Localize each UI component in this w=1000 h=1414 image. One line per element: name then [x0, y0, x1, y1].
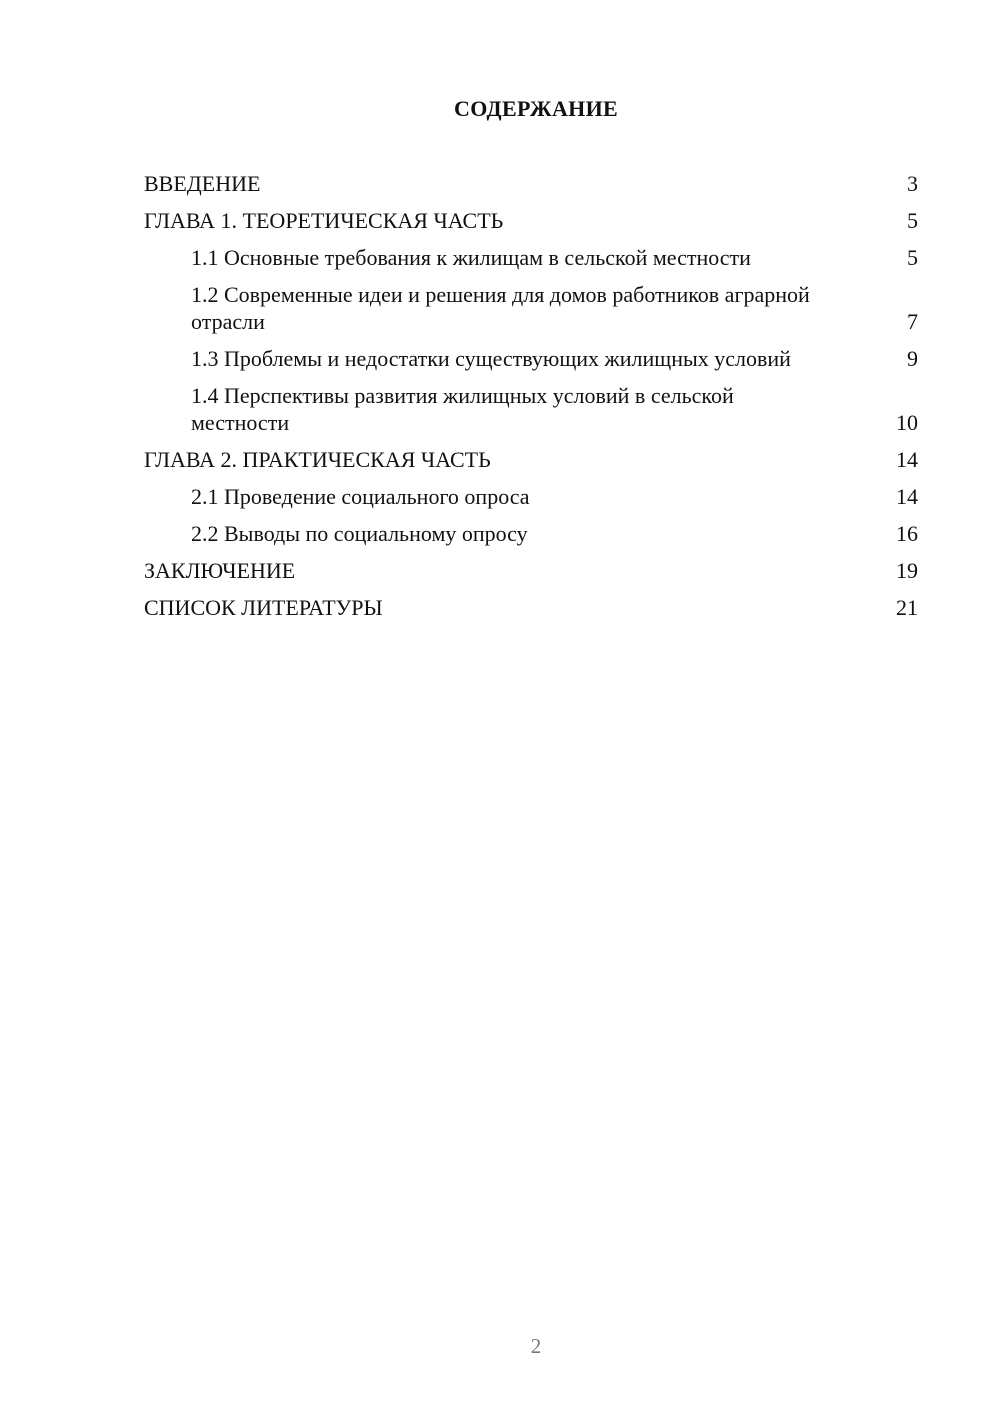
toc-entry-label: ГЛАВА 2. ПРАКТИЧЕСКАЯ ЧАСТЬ — [144, 447, 491, 472]
toc-entry-label: 1.3 Проблемы и недостатки существующих жилищных условий — [191, 346, 791, 371]
table-of-contents — [144, 170, 918, 631]
toc-entry-references[interactable] — [144, 594, 918, 621]
toc-entry-chapter-2[interactable] — [144, 446, 918, 473]
toc-entry-label: 2.2 Выводы по социальному опросу — [191, 521, 528, 546]
toc-entry-section-1-4[interactable] — [144, 382, 918, 436]
toc-entry-page: 5 — [907, 208, 918, 233]
page-number: 2 — [530, 1334, 542, 1358]
toc-title: СОДЕРЖАНИЕ — [454, 96, 618, 121]
toc-entry-label: ЗАКЛЮЧЕНИЕ — [144, 558, 296, 583]
toc-entry-page: 3 — [907, 171, 918, 196]
toc-entry-label: ВВЕДЕНИЕ — [144, 171, 261, 196]
toc-entry-label: СПИСОК ЛИТЕРАТУРЫ — [144, 595, 383, 620]
toc-entry-page: 14 — [896, 484, 918, 509]
toc-entry-section-1-2[interactable] — [144, 281, 918, 335]
toc-entry-chapter-1[interactable] — [144, 207, 918, 234]
toc-entry-page: 9 — [907, 346, 918, 371]
toc-entry-conclusion[interactable] — [144, 557, 918, 584]
toc-entry-page: 7 — [907, 309, 918, 334]
toc-entry-label: 1.2 Современные идеи и решения для домов работников аграрной отрасли — [191, 282, 810, 334]
toc-entry-page: 14 — [896, 447, 918, 472]
toc-entry-introduction[interactable] — [144, 170, 918, 197]
toc-entry-label: 1.1 Основные требования к жилищам в сельской местности — [191, 245, 751, 270]
toc-entry-section-1-3[interactable] — [144, 345, 918, 372]
toc-entry-page: 19 — [896, 558, 918, 583]
toc-entry-page: 21 — [896, 595, 918, 620]
toc-entry-section-1-1[interactable] — [144, 244, 918, 271]
toc-entry-label: 1.4 Перспективы развития жилищных условий в сельской местности — [191, 383, 734, 435]
toc-entry-section-2-2[interactable] — [144, 520, 918, 547]
toc-entry-page: 16 — [896, 521, 918, 546]
toc-entry-label: ГЛАВА 1. ТЕОРЕТИЧЕСКАЯ ЧАСТЬ — [144, 208, 504, 233]
toc-entry-section-2-1[interactable] — [144, 483, 918, 510]
toc-entry-page: 10 — [896, 410, 918, 435]
toc-entry-label: 2.1 Проведение социального опроса — [191, 484, 530, 509]
toc-entry-page: 5 — [907, 245, 918, 270]
